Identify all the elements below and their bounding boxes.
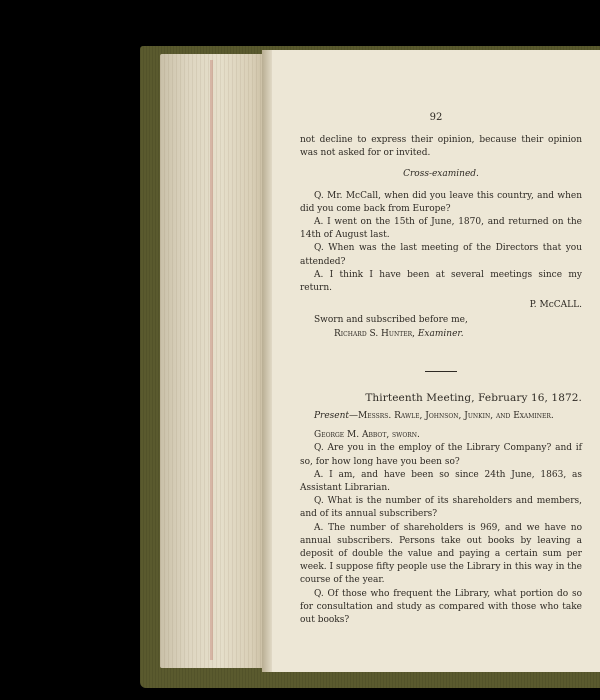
present-line [300,410,582,423]
examiner-line [300,328,582,341]
meeting-heading: Thirteenth Meeting, February 16, 1872. [365,391,582,404]
question-1: Q. Mr. McCall, when did you leave this country, and when did you come back from Europe? [300,190,582,214]
present-text: —Messrs. Rawle, Johnson, Junkin, and Examiner. [349,411,554,422]
page-edges [160,54,268,668]
paragraph-continuation: not decline to express their opinion, because their opinion was not asked for or invited. [300,135,582,159]
question-2: Q. When was the last meeting of the Directors that you attended? [300,243,582,267]
answer-1: A. I went on the 15th of June, 1870, and returned on the 14th of August last. [300,217,582,241]
present-label: Present [314,411,350,422]
answer-4: A. The number of shareholders is 969, and we have no annual subscribers. Persons take out books by leaving a deposit of double the value and paying a certain sum per week. I suppose fifty people use the Library in this way in the course of the year. [300,522,582,586]
answer-3: A. I am, and have been so since 24th June, 1863, as Assistant Librarian. [300,469,582,494]
book-page [272,50,600,672]
page-number: 92 [429,112,443,123]
question-3: Q. Are you in the employ of the Library Company? and if so, for how long have you been so? [300,443,582,467]
section-subheading: Cross-examined. [403,169,479,180]
examiner-title: Examiner. [417,328,464,339]
page-text [300,134,582,627]
examiner-name: Richard S. Hunter, [334,328,415,339]
answer-2: A. I think I have been at several meetings since my return. [300,269,582,294]
question-4: Q. What is the number of its shareholders and members, and of its annual subscribers? [300,496,582,520]
signature: P. McCALL. [529,300,582,311]
jurat: Sworn and subscribed before me, [314,315,468,326]
question-5: Q. Of those who frequent the Library, what portion do so for consultation and study as compared with those who take out books? [300,588,582,626]
witness-line: George M. Abbot, sworn. [314,430,420,441]
page-edge-tint [210,60,213,660]
